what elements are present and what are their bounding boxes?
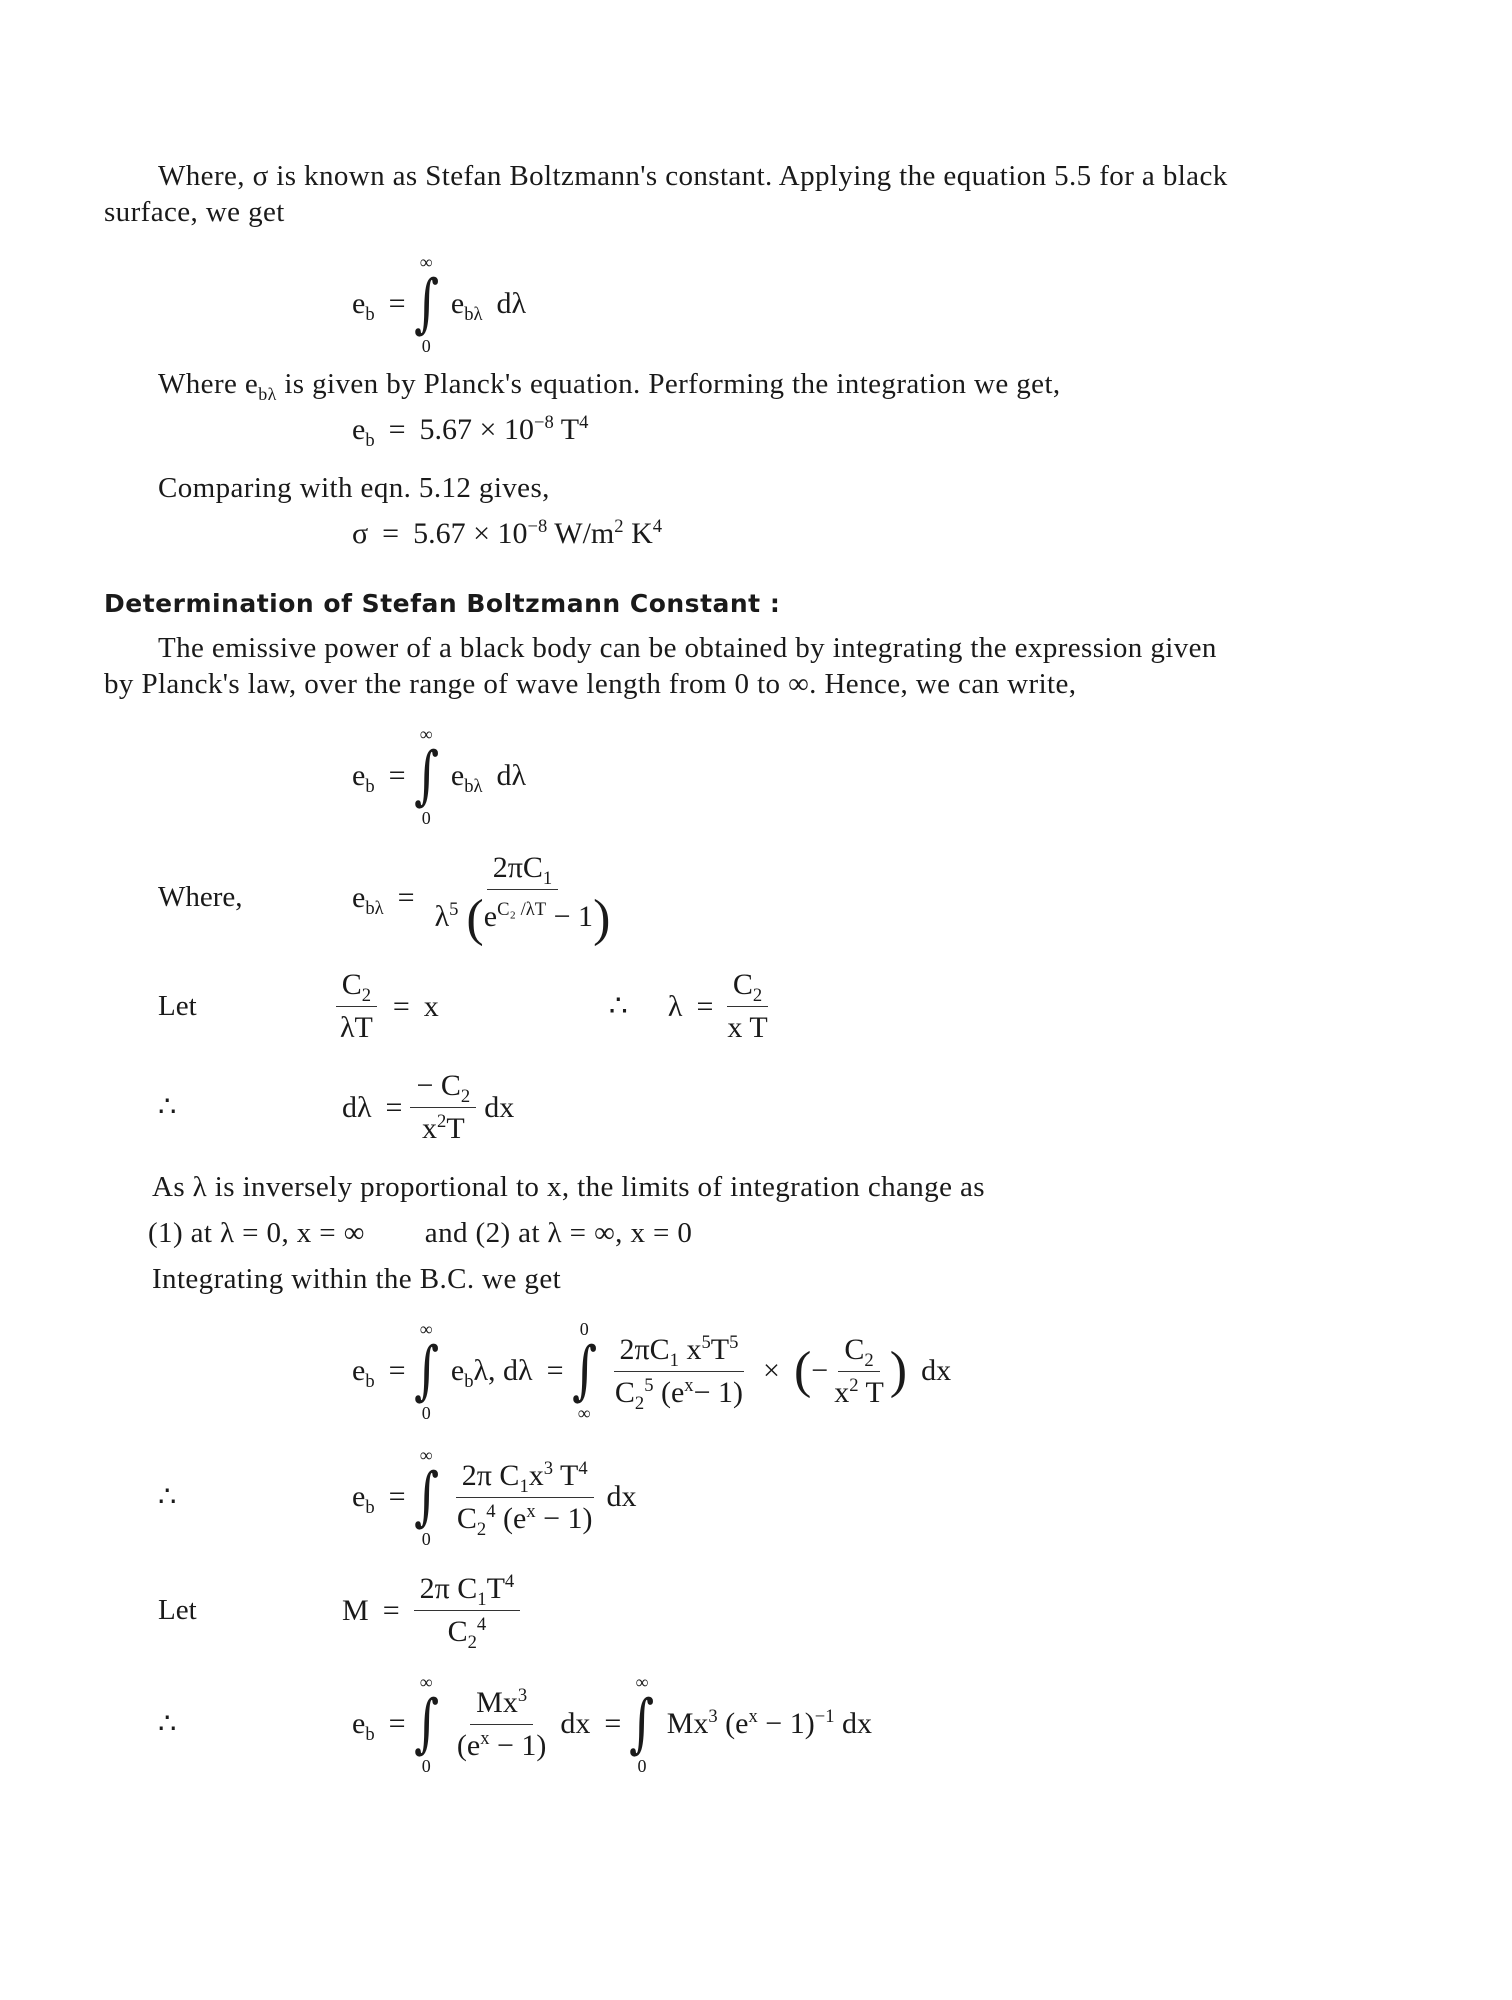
eq1-lower-limit: 0	[421, 336, 431, 356]
section-para-line-2: by Planck's law, over the range of wave length from 0 to ∞. Hence, we can write,	[104, 668, 1077, 700]
eq6-rhs-fraction: $\frac{C_2}{\text{x T}}$	[727, 968, 768, 1044]
eq9-equals: =	[388, 1480, 406, 1513]
section-heading: Determination of Stefan Boltzmann Constant :	[104, 589, 781, 618]
eq5-lhs: $e_{b\lambda}$	[352, 880, 384, 919]
eq5-denominator: $\lambda^5$ $(e^{C_2 /\lambda T} - 1)$	[434, 890, 611, 947]
eq10-fraction: $\frac{2\pi C_1T^4}{C_2^4}$	[414, 1571, 521, 1650]
eq8-minus: −	[811, 1354, 829, 1387]
eq10-lhs: M	[342, 1593, 369, 1627]
eq8-lower-limit-2: ∞	[577, 1403, 591, 1423]
eq11-rhs: Mx$^3$ $(e^x - 1)^{-1}$ dx	[666, 1706, 872, 1740]
eq11-differential: dx	[560, 1707, 591, 1740]
equation-eb-final	[104, 1672, 1422, 1776]
integral-sign: ∫	[413, 1460, 439, 1534]
limits-paragraph-line-1: As λ is inversely proportional to x, the limits of integration change as	[152, 1171, 985, 1203]
eq7-differential: dx	[484, 1090, 515, 1124]
eq7-fraction: $\frac{- C_2}{x^2T}$	[410, 1068, 476, 1147]
eq8-open-paren: (	[793, 1342, 812, 1399]
equation-substitution	[104, 967, 1422, 1046]
integral-sign: ∫	[413, 1687, 439, 1761]
eq9-lower-limit: 0	[421, 1529, 431, 1549]
integral-sign: ∫	[629, 1687, 655, 1761]
equation-dlambda	[104, 1068, 1422, 1147]
eq9-fraction: $\frac{2\pi C_1x^3 T^4}{C_2^4 (e^x - 1)}$	[456, 1457, 593, 1540]
equation-m-definition	[104, 1571, 1422, 1653]
eq1-integrand: $e_{b\lambda}$	[450, 287, 483, 325]
eq2-rhs: $5.67 \times 10^{-8}$ $T^4$	[419, 412, 589, 446]
equation-eb-substituted	[104, 1319, 1422, 1423]
eq2-equals: =	[388, 413, 406, 446]
eq6-equals: =	[392, 989, 410, 1023]
eq8-equals: =	[388, 1354, 406, 1387]
eq11-equals-2: =	[604, 1707, 622, 1740]
eq11-integral-1	[410, 1672, 443, 1776]
eq8-integral-2	[568, 1319, 601, 1423]
eq11-equals: =	[388, 1707, 406, 1740]
eq8-times: ×	[763, 1354, 780, 1387]
eq4-upper-limit: ∞	[419, 724, 433, 744]
eq2-lhs: $e_b$	[352, 413, 375, 451]
intro-line-2: surface, we get	[104, 196, 285, 228]
eq4-equals: =	[388, 759, 406, 792]
eq8-lower-limit-1: 0	[421, 1403, 431, 1423]
eq9-upper-limit: ∞	[419, 1445, 433, 1465]
eq8-integral-1	[410, 1319, 443, 1423]
eq7-therefore: ∴	[158, 1091, 177, 1124]
eq1-integral	[410, 252, 443, 356]
limits-paragraph-line-3: Integrating within the B.C. we get	[152, 1263, 562, 1295]
eq4-differential: dλ	[496, 759, 527, 792]
eq3-equals: =	[382, 517, 400, 550]
eq9-integral	[410, 1445, 443, 1549]
eq6-label: Let	[158, 990, 197, 1023]
planck-paragraph: Where $e_{b\lambda}$ is given by Planck's equation. Performing the integration we get,	[158, 368, 1061, 404]
eq8-fraction: $\frac{2\pi C_1 x^5T^5}{C_2^5 (e^x- 1)}$	[614, 1331, 744, 1414]
eq6-lambda: λ	[667, 989, 683, 1023]
eq4-integral	[410, 724, 443, 828]
eq11-integral-2	[625, 1672, 658, 1776]
eq8-lhs: $e_b$	[352, 1354, 375, 1392]
eq8-equals-2: =	[546, 1354, 564, 1387]
eq8-upper-limit-2: 0	[579, 1319, 589, 1339]
eq11-lhs: $e_b$	[352, 1707, 375, 1745]
eq11-upper-limit-2: ∞	[635, 1672, 649, 1692]
eq7-lhs: dλ	[342, 1090, 372, 1124]
eq5-numerator: $2\pi C_1$	[487, 850, 558, 890]
eq8-upper-limit-1: ∞	[419, 1319, 433, 1339]
comparing-paragraph: Comparing with eqn. 5.12 gives,	[158, 472, 550, 504]
equation-eb-simplified	[104, 1445, 1422, 1549]
eq11-lower-limit-1: 0	[421, 1756, 431, 1776]
equation-planck	[104, 850, 1422, 945]
integral-sign: ∫	[413, 739, 439, 813]
eq5-label: Where,	[158, 881, 243, 914]
limits-paragraph-line-2	[104, 1215, 1422, 1251]
eq1-equals: =	[388, 287, 406, 320]
intro-line-1: Where, σ is known as Stefan Boltzmann's constant. Applying the equation 5.5 for a black	[158, 160, 1228, 192]
eq8-close-paren: )	[889, 1342, 908, 1399]
eq11-lower-limit-2: 0	[637, 1756, 647, 1776]
eq3-lhs: σ	[352, 517, 369, 550]
eq4-lower-limit: 0	[421, 808, 431, 828]
eq10-equals: =	[382, 1593, 400, 1627]
eq1-upper-limit: ∞	[419, 252, 433, 272]
eq5-equals: =	[397, 880, 415, 914]
eq1-differential: dλ	[496, 287, 527, 320]
integral-sign: ∫	[413, 267, 439, 341]
section-para-line-1: The emissive power of a black body can be obtained by integrating the expression given	[158, 632, 1217, 664]
eq9-lhs: $e_b$	[352, 1480, 375, 1518]
therefore-symbol: ∴	[608, 989, 628, 1023]
eq1-lhs: $e_b$	[352, 287, 375, 325]
eq4-lhs: $e_b$	[352, 759, 375, 797]
integral-sign: ∫	[413, 1334, 439, 1408]
eq4-integrand: $e_{b\lambda}$	[450, 759, 483, 797]
eq9-therefore: ∴	[158, 1480, 177, 1513]
eq6-equals-2: =	[696, 989, 714, 1023]
eq10-label: Let	[158, 1594, 197, 1627]
eq8-differential: dx	[921, 1354, 952, 1387]
equation-sigma-value	[104, 516, 1422, 552]
eq11-upper-limit-1: ∞	[419, 1672, 433, 1692]
integral-sign: ∫	[571, 1334, 597, 1408]
eq6-lhs-fraction: $\frac{C_2}{\lambda T}$	[334, 967, 379, 1046]
eq8-fraction-2: $\frac{C_2}{x^2 T}$	[834, 1332, 884, 1409]
eq6-rhs: x	[423, 989, 439, 1023]
eq11-fraction: $\frac{Mx^3}{(e^x - 1)}$	[456, 1684, 547, 1762]
eq3-rhs: $5.67 \times 10^{-8}$ $W/m^2$ $K^4$	[413, 516, 663, 550]
eq9-differential: dx	[606, 1480, 637, 1513]
limits-paragraph-line-2b: and (2) at λ = ∞, x = 0	[424, 1217, 693, 1249]
equation-eb-integral-1	[104, 252, 1422, 356]
eq11-therefore: ∴	[158, 1707, 177, 1740]
eq5-fraction	[429, 850, 617, 945]
eq7-equals: =	[385, 1090, 403, 1124]
limits-paragraph-line-2a: (1) at λ = 0, x = ∞	[148, 1217, 365, 1249]
eq8-integrand-1: $e_b\lambda$, dλ	[450, 1354, 533, 1392]
equation-eb-integral-2	[104, 724, 1422, 828]
equation-eb-value	[104, 412, 1422, 451]
